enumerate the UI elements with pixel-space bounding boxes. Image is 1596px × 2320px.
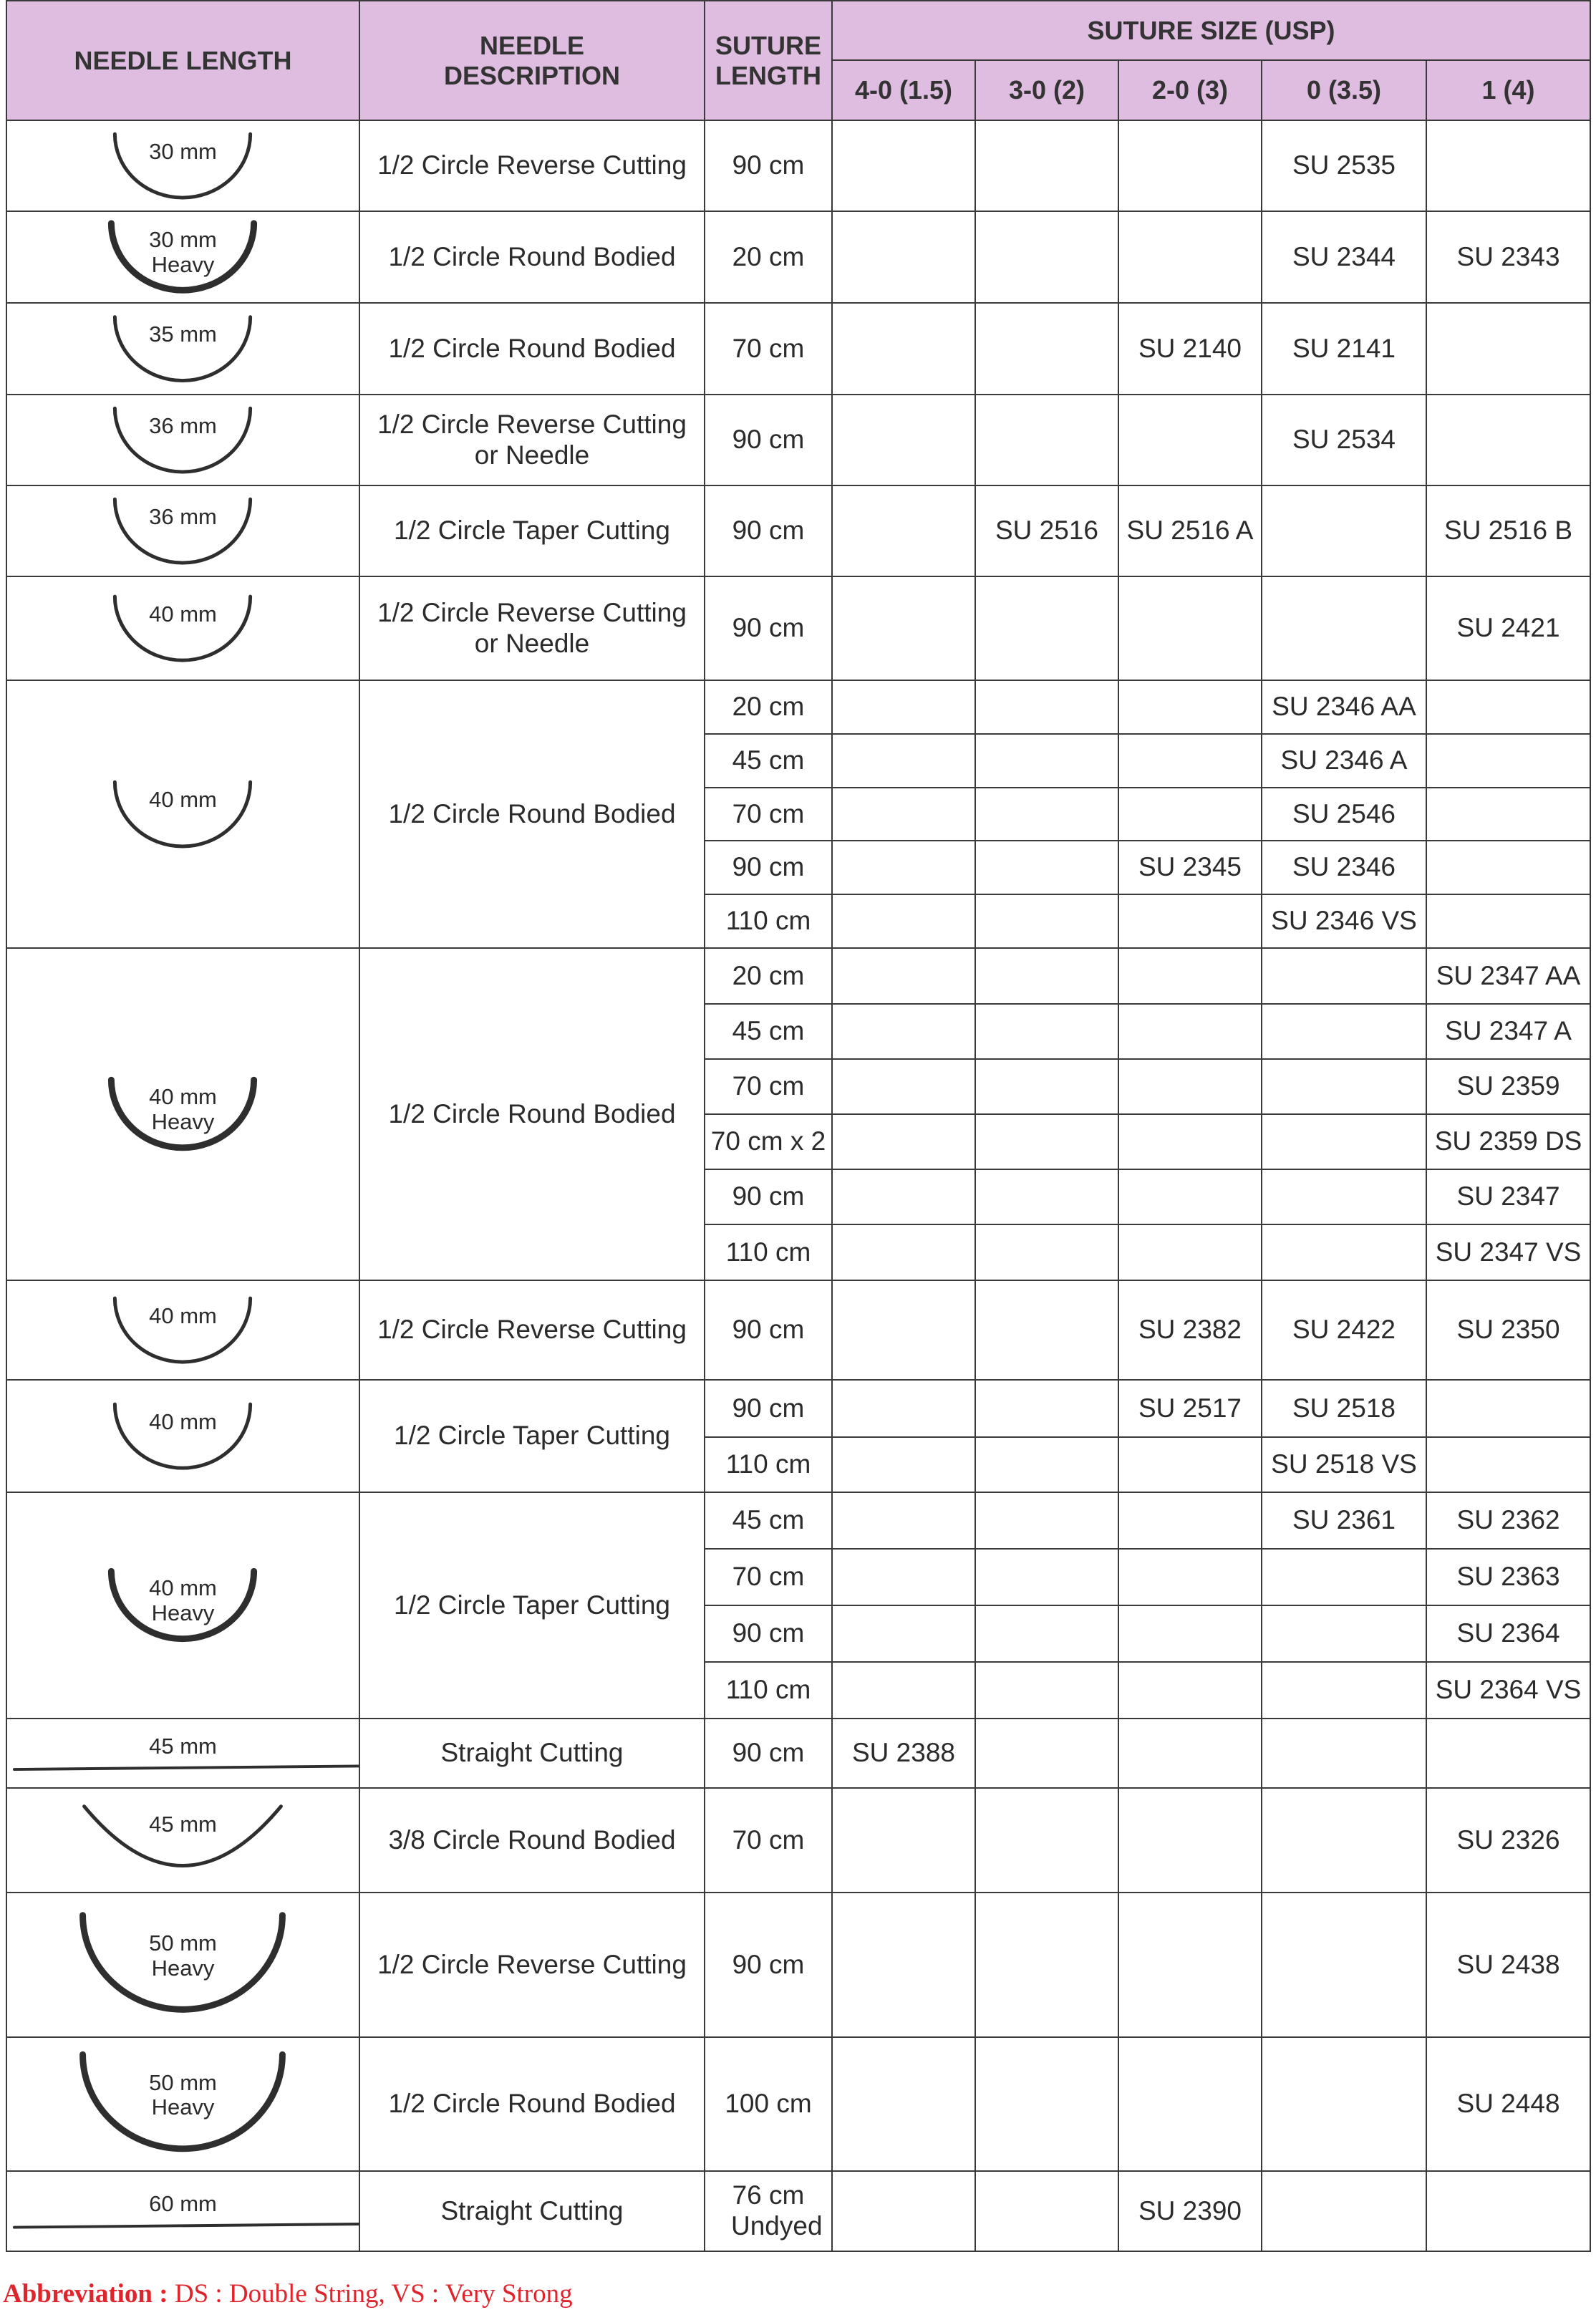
- suture-code-cell: [1118, 1719, 1262, 1788]
- table-row: [6, 1719, 1590, 1788]
- suture-code-cell: [832, 395, 975, 485]
- needle-length-cell: [6, 120, 359, 211]
- suture-length-cell: 70 cm: [705, 1788, 832, 1893]
- suture-code-cell: SU 2346 A: [1262, 734, 1426, 788]
- needle-length-text: 40 mm: [149, 601, 217, 627]
- suture-code-cell: [1118, 1788, 1262, 1893]
- header-size: 4-0 (1.5): [832, 60, 975, 120]
- needle-length-text: 36 mm: [149, 503, 217, 529]
- suture-length-cell: 45 cm: [705, 1004, 832, 1059]
- suture-code-cell: [1118, 211, 1262, 303]
- needle-description-cell: 1/2 Circle Round Bodied: [359, 303, 705, 395]
- suture-code-cell: SU 2346: [1262, 841, 1426, 894]
- suture-code-cell: [975, 1114, 1118, 1169]
- needle-length-label: [7, 1410, 359, 1435]
- suture-code-cell: [832, 120, 975, 211]
- suture-code-cell: [975, 1280, 1118, 1380]
- suture-code-cell: SU 2518: [1262, 1380, 1426, 1437]
- suture-code-cell: [832, 1169, 975, 1224]
- suture-code-cell: [1262, 1059, 1426, 1114]
- suture-length-cell: 110 cm: [705, 894, 832, 948]
- suture-length-cell: 110 cm: [705, 1437, 832, 1492]
- suture-length-cell: 110 cm: [705, 1662, 832, 1719]
- header-size: 1 (4): [1426, 60, 1590, 120]
- needle-description-cell: 1/2 Circle Taper Cutting: [359, 1380, 705, 1492]
- suture-length-cell: 90 cm: [705, 1605, 832, 1662]
- table-row: [6, 211, 1590, 303]
- needle-length-cell: [6, 1893, 359, 2037]
- curved-needle-icon: [7, 395, 359, 485]
- suture-code-cell: SU 2343: [1426, 211, 1590, 303]
- suture-catalog-sheet: [6, 0, 1590, 2252]
- suture-code-cell: SU 2362: [1426, 1492, 1590, 1549]
- needle-description-cell: 1/2 Circle Taper Cutting: [359, 485, 705, 576]
- suture-code-cell: [1118, 680, 1262, 734]
- suture-code-cell: SU 2390: [1118, 2171, 1262, 2251]
- suture-code-cell: [1118, 734, 1262, 788]
- suture-code-cell: [832, 1662, 975, 1719]
- table-row: [6, 948, 1590, 1004]
- suture-code-cell: [975, 395, 1118, 485]
- suture-code-cell: [1426, 1380, 1590, 1437]
- abbreviation-note: [3, 2278, 573, 2309]
- suture-code-cell: SU 2421: [1426, 576, 1590, 680]
- suture-code-cell: [1118, 1492, 1262, 1549]
- needle-length-text: Heavy: [151, 1955, 215, 1981]
- needle-length-label: [7, 140, 359, 165]
- needle-length-text: Heavy: [151, 1600, 215, 1625]
- curved-needle-icon: [7, 1281, 359, 1379]
- header-suture-length: SUTURE LENGTH: [705, 1, 832, 120]
- suture-code-cell: SU 2359 DS: [1426, 1114, 1590, 1169]
- suture-length-cell: 90 cm: [705, 120, 832, 211]
- needle-length-cell: [6, 1280, 359, 1380]
- suture-code-cell: SU 2345: [1118, 841, 1262, 894]
- table-row: [6, 1280, 1590, 1380]
- suture-code-cell: SU 2534: [1262, 395, 1426, 485]
- suture-length-cell: 20 cm: [705, 948, 832, 1004]
- needle-length-text: 45 mm: [149, 1812, 217, 1837]
- suture-length-cell: 70 cm: [705, 1059, 832, 1114]
- suture-code-cell: [1262, 576, 1426, 680]
- suture-code-cell: [1426, 395, 1590, 485]
- suture-code-cell: SU 2364: [1426, 1605, 1590, 1662]
- suture-code-cell: [832, 948, 975, 1004]
- suture-length-cell: 90 cm: [705, 485, 832, 576]
- suture-code-cell: [1426, 2171, 1590, 2251]
- needle-length-cell: [6, 948, 359, 1280]
- suture-code-cell: [975, 1549, 1118, 1605]
- suture-code-cell: SU 2517: [1118, 1380, 1262, 1437]
- suture-code-cell: [1118, 1114, 1262, 1169]
- needle-length-text: 50 mm: [149, 1930, 217, 1956]
- suture-code-cell: SU 2363: [1426, 1549, 1590, 1605]
- suture-code-cell: [975, 680, 1118, 734]
- needle-length-cell: [6, 576, 359, 680]
- needle-length-text: 30 mm: [149, 138, 217, 164]
- suture-code-cell: [975, 303, 1118, 395]
- suture-code-cell: [832, 1059, 975, 1114]
- needle-length-label: [7, 602, 359, 627]
- suture-code-cell: [975, 1059, 1118, 1114]
- suture-code-cell: [1262, 1605, 1426, 1662]
- header-size: 3-0 (2): [975, 60, 1118, 120]
- needle-description-cell: Straight Cutting: [359, 1719, 705, 1788]
- suture-code-cell: [1426, 841, 1590, 894]
- needle-length-label: [7, 788, 359, 813]
- suture-length-cell: 90 cm: [705, 1893, 832, 2037]
- suture-code-cell: SU 2388: [832, 1719, 975, 1788]
- table-row: [6, 303, 1590, 395]
- suture-length-cell: 90 cm: [705, 1380, 832, 1437]
- table-row: [6, 395, 1590, 485]
- suture-length-cell: 20 cm: [705, 680, 832, 734]
- needle-length-cell: [6, 1380, 359, 1492]
- abbreviation-text: DS : Double String, VS : Very Strong: [174, 2279, 573, 2309]
- suture-code-cell: [832, 788, 975, 841]
- needle-length-text: 40 mm: [149, 1084, 217, 1109]
- suture-code-cell: [832, 1280, 975, 1380]
- table-row: [6, 1380, 1590, 1437]
- suture-code-cell: [1426, 788, 1590, 841]
- suture-code-cell: [975, 788, 1118, 841]
- needle-description-cell: 1/2 Circle Taper Cutting: [359, 1492, 705, 1719]
- suture-code-cell: [1426, 680, 1590, 734]
- table-row: [6, 576, 1590, 680]
- suture-length-cell: 90 cm: [705, 1719, 832, 1788]
- suture-code-cell: SU 2140: [1118, 303, 1262, 395]
- curved-needle-icon: [7, 577, 359, 680]
- suture-code-cell: [1118, 1169, 1262, 1224]
- suture-code-cell: [975, 120, 1118, 211]
- suture-length-cell: 70 cm: [705, 1549, 832, 1605]
- suture-length-cell: 70 cm: [705, 788, 832, 841]
- suture-code-cell: [975, 1893, 1118, 2037]
- suture-code-cell: SU 2141: [1262, 303, 1426, 395]
- needle-length-label: [7, 414, 359, 439]
- suture-code-cell: [832, 841, 975, 894]
- suture-code-cell: [832, 2037, 975, 2171]
- suture-length-cell: 45 cm: [705, 1492, 832, 1549]
- suture-code-cell: [832, 485, 975, 576]
- suture-code-cell: [1262, 1114, 1426, 1169]
- needle-length-label: [7, 1304, 359, 1329]
- header-size: 2-0 (3): [1118, 60, 1262, 120]
- suture-code-cell: [832, 734, 975, 788]
- suture-code-cell: [1262, 485, 1426, 576]
- suture-length-cell: 45 cm: [705, 734, 832, 788]
- needle-length-label: [7, 1812, 359, 1837]
- table-row: [6, 2037, 1590, 2171]
- suture-code-cell: [832, 2171, 975, 2251]
- abbreviation-label: Abbreviation :: [3, 2279, 168, 2309]
- suture-code-cell: [975, 1380, 1118, 1437]
- needle-description-cell: 1/2 Circle Round Bodied: [359, 2037, 705, 2171]
- suture-code-cell: [1118, 395, 1262, 485]
- needle-length-text: 35 mm: [149, 322, 217, 347]
- suture-length-cell: 90 cm: [705, 395, 832, 485]
- suture-code-cell: [1426, 894, 1590, 948]
- suture-code-cell: SU 2422: [1262, 1280, 1426, 1380]
- needle-length-cell: [6, 680, 359, 948]
- suture-code-cell: [1118, 1893, 1262, 2037]
- curved-needle-icon: [7, 1789, 359, 1892]
- suture-code-cell: SU 2382: [1118, 1280, 1262, 1380]
- suture-code-cell: SU 2518 VS: [1262, 1437, 1426, 1492]
- curved-needle-icon: [7, 681, 359, 947]
- suture-code-cell: [975, 894, 1118, 948]
- needle-length-cell: [6, 211, 359, 303]
- suture-code-cell: [975, 1662, 1118, 1719]
- table-row: [6, 680, 1590, 734]
- suture-code-cell: [1262, 1788, 1426, 1893]
- suture-code-cell: [1262, 1549, 1426, 1605]
- suture-length-cell: 90 cm: [705, 1280, 832, 1380]
- needle-description-cell: 1/2 Circle Round Bodied: [359, 680, 705, 948]
- needle-length-cell: [6, 485, 359, 576]
- suture-code-cell: [1426, 120, 1590, 211]
- needle-length-cell: [6, 1788, 359, 1893]
- suture-code-cell: [1426, 734, 1590, 788]
- needle-length-label: [7, 505, 359, 530]
- needle-length-cell: [6, 2171, 359, 2251]
- needle-description-cell: 1/2 Circle Reverse Cutting or Needle: [359, 576, 705, 680]
- suture-code-cell: [1118, 2037, 1262, 2171]
- suture-code-cell: [975, 2171, 1118, 2251]
- suture-length-cell: 20 cm: [705, 211, 832, 303]
- needle-length-cell: [6, 2037, 359, 2171]
- suture-code-cell: [832, 211, 975, 303]
- suture-code-cell: SU 2346 VS: [1262, 894, 1426, 948]
- suture-code-cell: [1118, 1549, 1262, 1605]
- suture-code-cell: SU 2350: [1426, 1280, 1590, 1380]
- suture-code-cell: [1262, 1169, 1426, 1224]
- suture-code-cell: [832, 1004, 975, 1059]
- needle-length-label: [7, 1734, 359, 1759]
- header-needle-description: NEEDLE DESCRIPTION: [359, 1, 705, 120]
- suture-code-cell: SU 2347: [1426, 1169, 1590, 1224]
- suture-code-cell: [1118, 1004, 1262, 1059]
- suture-length-cell: 100 cm: [705, 2037, 832, 2171]
- suture-code-cell: [1118, 1605, 1262, 1662]
- suture-code-cell: [1118, 1224, 1262, 1280]
- needle-description-cell: 1/2 Circle Reverse Cutting or Needle: [359, 395, 705, 485]
- suture-length-cell: 90 cm: [705, 1169, 832, 1224]
- needle-length-text: Heavy: [151, 1108, 215, 1134]
- needle-length-text: 40 mm: [149, 787, 217, 812]
- table-row: [6, 1788, 1590, 1893]
- suture-length-cell: 70 cm x 2: [705, 1114, 832, 1169]
- header-needle-length: NEEDLE LENGTH: [6, 1, 359, 120]
- needle-length-cell: [6, 1492, 359, 1719]
- suture-code-cell: [975, 1492, 1118, 1549]
- curved-needle-icon: [7, 1381, 359, 1492]
- table-body: [6, 120, 1590, 2251]
- table-row: [6, 2171, 1590, 2251]
- suture-code-cell: [1262, 1893, 1426, 2037]
- suture-code-cell: [975, 1224, 1118, 1280]
- suture-code-cell: [1426, 1437, 1590, 1492]
- needle-length-cell: [6, 303, 359, 395]
- suture-code-cell: [975, 211, 1118, 303]
- needle-length-label: [7, 1576, 359, 1625]
- needle-length-cell: [6, 1719, 359, 1788]
- table-row: [6, 120, 1590, 211]
- needle-description-cell: 1/2 Circle Reverse Cutting: [359, 1280, 705, 1380]
- needle-description-cell: 1/2 Circle Round Bodied: [359, 211, 705, 303]
- suture-code-cell: [832, 1114, 975, 1169]
- suture-code-cell: SU 2347 VS: [1426, 1224, 1590, 1280]
- suture-code-cell: SU 2535: [1262, 120, 1426, 211]
- curved-needle-icon: [7, 486, 359, 576]
- suture-code-cell: [832, 894, 975, 948]
- needle-description-cell: 1/2 Circle Reverse Cutting: [359, 120, 705, 211]
- suture-code-cell: [1118, 948, 1262, 1004]
- suture-code-cell: SU 2344: [1262, 211, 1426, 303]
- suture-code-cell: [1118, 1662, 1262, 1719]
- suture-code-cell: SU 2516 A: [1118, 485, 1262, 576]
- needle-length-text: Heavy: [151, 251, 215, 277]
- needle-length-text: 40 mm: [149, 1575, 217, 1600]
- suture-code-cell: [975, 1788, 1118, 1893]
- suture-code-cell: [975, 1605, 1118, 1662]
- suture-code-cell: [1262, 2037, 1426, 2171]
- needle-description-cell: 1/2 Circle Reverse Cutting: [359, 1893, 705, 2037]
- needle-length-text: 36 mm: [149, 412, 217, 438]
- suture-code-cell: [1118, 120, 1262, 211]
- header-suture-size: SUTURE SIZE (USP): [832, 1, 1590, 60]
- suture-code-cell: [975, 1004, 1118, 1059]
- needle-length-label: [7, 228, 359, 277]
- suture-code-cell: [832, 680, 975, 734]
- suture-code-cell: SU 2516 B: [1426, 485, 1590, 576]
- suture-code-cell: SU 2364 VS: [1426, 1662, 1590, 1719]
- suture-code-cell: [1118, 894, 1262, 948]
- suture-code-cell: [1262, 1004, 1426, 1059]
- suture-code-cell: [1262, 1662, 1426, 1719]
- suture-code-cell: [975, 576, 1118, 680]
- suture-code-cell: [975, 1169, 1118, 1224]
- table-header: [6, 1, 1590, 120]
- suture-code-cell: SU 2516: [975, 485, 1118, 576]
- needle-length-label: [7, 1085, 359, 1134]
- suture-code-cell: [1262, 1224, 1426, 1280]
- suture-code-cell: SU 2347 AA: [1426, 948, 1590, 1004]
- needle-length-label: [7, 1931, 359, 1981]
- suture-code-cell: [832, 1605, 975, 1662]
- needle-length-text: 40 mm: [149, 1302, 217, 1328]
- suture-code-cell: SU 2448: [1426, 2037, 1590, 2171]
- suture-code-cell: [832, 303, 975, 395]
- suture-code-cell: [1118, 1059, 1262, 1114]
- needle-length-text: 50 mm: [149, 2069, 217, 2095]
- suture-code-cell: [1118, 1437, 1262, 1492]
- suture-length-cell: 76 cm Undyed: [705, 2171, 832, 2251]
- table-row: [6, 1893, 1590, 2037]
- suture-code-cell: [975, 1719, 1118, 1788]
- needle-length-label: [7, 322, 359, 347]
- needle-length-text: 45 mm: [149, 1733, 217, 1759]
- suture-length-cell: 90 cm: [705, 841, 832, 894]
- suture-code-cell: [975, 1437, 1118, 1492]
- needle-length-text: 30 mm: [149, 227, 217, 252]
- suture-code-cell: [975, 841, 1118, 894]
- suture-code-cell: [832, 1492, 975, 1549]
- suture-code-cell: [1426, 303, 1590, 395]
- needle-length-cell: [6, 395, 359, 485]
- suture-code-cell: [1118, 576, 1262, 680]
- suture-table: [6, 0, 1591, 2252]
- suture-code-cell: [1262, 948, 1426, 1004]
- suture-length-cell: 110 cm: [705, 1224, 832, 1280]
- suture-code-cell: SU 2361: [1262, 1492, 1426, 1549]
- suture-length-cell: 90 cm: [705, 576, 832, 680]
- suture-code-cell: [975, 2037, 1118, 2171]
- suture-code-cell: SU 2438: [1426, 1893, 1590, 2037]
- needle-description-cell: 3/8 Circle Round Bodied: [359, 1788, 705, 1893]
- needle-description-cell: 1/2 Circle Round Bodied: [359, 948, 705, 1280]
- suture-code-cell: SU 2359: [1426, 1059, 1590, 1114]
- suture-code-cell: [1262, 2171, 1426, 2251]
- suture-code-cell: SU 2346 AA: [1262, 680, 1426, 734]
- needle-length-text: 40 mm: [149, 1408, 217, 1434]
- suture-code-cell: SU 2546: [1262, 788, 1426, 841]
- table-row: [6, 1492, 1590, 1549]
- needle-length-text: 60 mm: [149, 2191, 217, 2216]
- suture-code-cell: SU 2347 A: [1426, 1004, 1590, 1059]
- suture-code-cell: SU 2326: [1426, 1788, 1590, 1893]
- suture-code-cell: [832, 1893, 975, 2037]
- suture-code-cell: [1426, 1719, 1590, 1788]
- needle-length-label: [7, 2071, 359, 2120]
- suture-code-cell: [832, 1380, 975, 1437]
- suture-code-cell: [832, 576, 975, 680]
- suture-code-cell: [832, 1549, 975, 1605]
- suture-code-cell: [832, 1437, 975, 1492]
- curved-needle-icon: [7, 304, 359, 394]
- header-size: 0 (3.5): [1262, 60, 1426, 120]
- suture-code-cell: [832, 1788, 975, 1893]
- needle-length-text: Heavy: [151, 2094, 215, 2120]
- suture-code-cell: [975, 734, 1118, 788]
- suture-length-cell: 70 cm: [705, 303, 832, 395]
- suture-code-cell: [1262, 1719, 1426, 1788]
- suture-code-cell: [832, 1224, 975, 1280]
- suture-code-cell: [975, 948, 1118, 1004]
- needle-description-cell: Straight Cutting: [359, 2171, 705, 2251]
- curved-needle-icon: [7, 121, 359, 211]
- needle-length-label: [7, 2192, 359, 2217]
- table-row: [6, 485, 1590, 576]
- suture-code-cell: [1118, 788, 1262, 841]
